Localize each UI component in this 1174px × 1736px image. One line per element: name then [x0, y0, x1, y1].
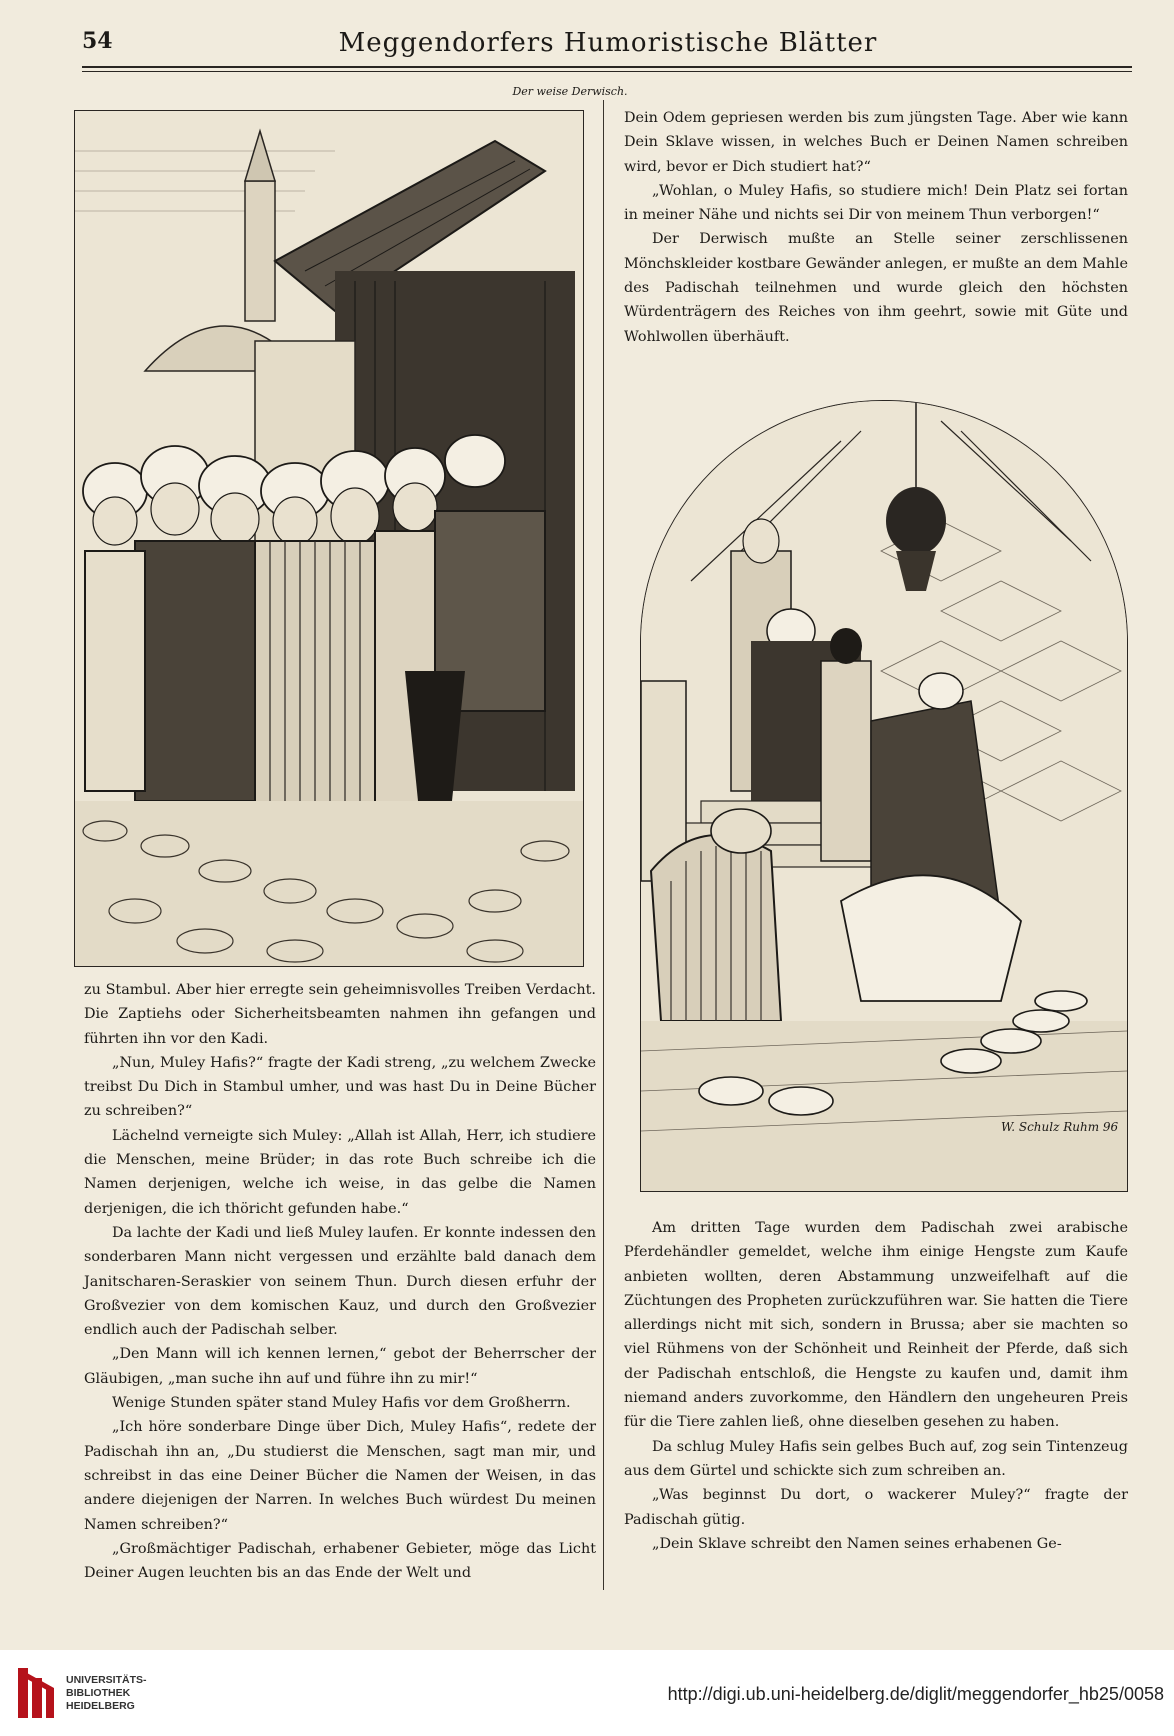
page-number: 54 — [82, 28, 113, 54]
paragraph: „Nun, Muley Hafis?“ fragte der Kadi streng, „zu welchem Zwecke treibst Du Dich in Stambul umher, und was hast Du in Deine Bücher zu schreiben?“ — [84, 1054, 596, 1120]
column-divider — [603, 100, 604, 1590]
paragraph: Der Derwisch mußte an Stelle seiner zerschlissenen Mönchskleider kostbare Gewänder anlegen, er mußte an dem Mahle des Padischah teilnehmen und wurde gleich den höchsten Würdenträgern des Reiches von ihm geehrt, sowie mit Güte und Wohlwollen überhäuft. — [624, 231, 1128, 345]
paragraph: Am dritten Tage wurden dem Padischah zwei arabische Pferdehändler gemeldet, welche ihm einige Hengste zum Kaufe anbieten wollten, deren Abstammung unzweifelhaft auf die Züchtungen des Propheten zurückzuführen war. Sie hatten die Tiere allerdings nicht mit sich, sondern in Brussa; aber sie machten so viel Rühmens von der Schönheit und Reinheit der Pferde, daß sich der Padischah entschloß, die Hengste zu kaufen und, damit ihm niemand anders zuvorkomme, den Händlern den ungeheuren Preis für die Tiere zahlen ließ, ohne dieselben gesehen zu haben. — [624, 1220, 1128, 1431]
story-title: Der weise Derwisch. — [512, 85, 628, 98]
right-column-top-text — [624, 106, 1128, 349]
street-scene-illustration — [74, 110, 584, 967]
paragraph: „Großmächtiger Padischah, erhabener Gebieter, möge das Licht Deiner Augen leuchten bis an das Ende der Welt und — [84, 1540, 596, 1582]
paragraph: „Den Mann will ich kennen lernen,“ gebot der Beherrscher der Gläubigen, „man suche ihn auf und führe ihn zu mir!“ — [84, 1346, 596, 1387]
throne-room-illustration — [640, 400, 1128, 1192]
header-rule-thin — [82, 71, 1132, 72]
source-url[interactable]: http://digi.ub.uni-heidelberg.de/diglit/meggendorfer_hb25/0058 — [667, 1684, 1164, 1704]
paragraph: „Ich höre sonderbare Dinge über Dich, Muley Hafis“, redete der Padischah ihn an, „Du studierst die Menschen, sagt man mir, und schreibst in das eine Deiner Bücher die Namen der Weisen, in das andere diejenigen der Narren. In welches Buch würdest Du meinen Namen schreiben?“ — [84, 1419, 596, 1533]
heidelberg-library-logo — [14, 1664, 58, 1722]
library-footer — [0, 1650, 1174, 1736]
paragraph: „Was beginnst Du dort, o wackerer Muley?“ fragte der Padischah gütig. — [624, 1487, 1128, 1528]
magazine-title: Meggendorfers Humoristische Blätter — [338, 28, 878, 58]
library-name-line: UNIVERSITÄTS- — [66, 1674, 147, 1686]
artist-signature: W. Schulz Ruhm 96 — [1001, 1120, 1119, 1134]
paragraph: Da schlug Muley Hafis sein gelbes Buch auf, zog sein Tintenzeug aus dem Gürtel und schickte sich zum schreiben an. — [624, 1438, 1128, 1479]
paragraph: Wenige Stunden später stand Muley Hafis vor dem Großherrn. — [112, 1395, 571, 1412]
paragraph: „Dein Sklave schreibt den Namen seines erhabenen Ge- — [652, 1535, 1062, 1552]
library-name — [66, 1674, 147, 1713]
page-header — [82, 28, 1134, 68]
header-rule — [82, 66, 1132, 68]
left-column-text — [84, 978, 596, 1585]
paragraph: Da lachte der Kadi und ließ Muley laufen. Er konnte indessen den sonderbaren Mann nicht vergessen und erzählte bald danach dem Janitscharen-Seraskier von seinem Thun. Durch diesen erfuhr der Großvezier von dem komischen Kauz, und durch den Großvezier endlich auch der Padischah selber. — [84, 1224, 596, 1339]
paragraph: zu Stambul. Aber hier erregte sein geheimnisvolles Treiben Verdacht. Die Zaptiehs oder Sicherheitsbeamten nahmen ihn gefangen und führten ihn vor den Kadi. — [84, 982, 596, 1047]
right-column-bottom-text — [624, 1216, 1128, 1556]
library-name-line: HEIDELBERG — [66, 1700, 135, 1712]
paragraph: Lächelnd verneigte sich Muley: „Allah ist Allah, Herr, ich studiere die Menschen, meine Brüder; in das rote Buch schreibe ich die Namen derjenigen, welche ich weise, in das gelbe die Namen derjenigen, die ich thöricht gefunden habe.“ — [84, 1127, 596, 1217]
paragraph: „Wohlan, o Muley Hafis, so studiere mich! Dein Platz sei fortan in meiner Nähe und nichts sei Dir von meinem Thun verborgen!“ — [624, 182, 1128, 224]
library-name-line: BIBLIOTHEK — [66, 1687, 131, 1699]
paragraph: Dein Odem gepriesen werden bis zum jüngsten Tage. Aber wie kann Dein Sklave wissen, in welches Buch er Deinen Namen schreiben wird, bevor er Dich studiert hat?“ — [624, 110, 1128, 175]
